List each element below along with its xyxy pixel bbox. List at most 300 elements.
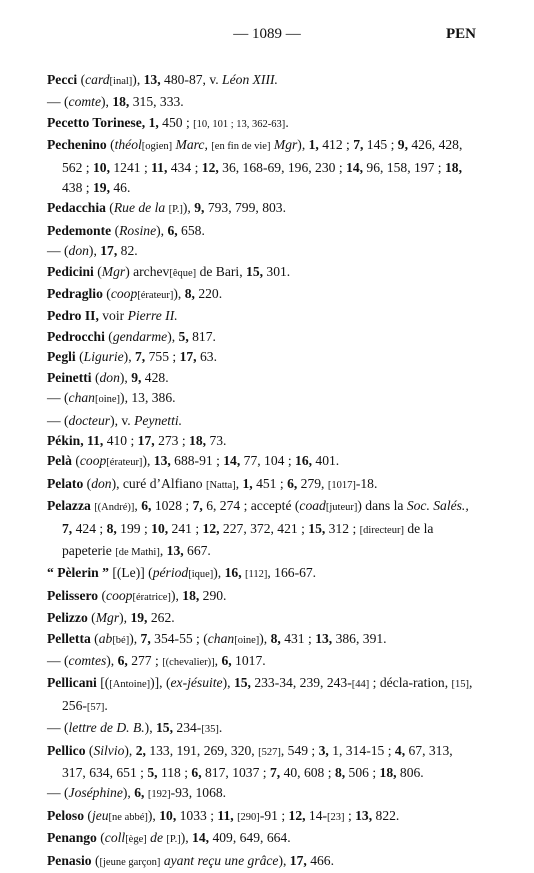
- entry-run: 36, 168-69, 196, 230 ;: [218, 159, 347, 175]
- entry-run: -18.: [355, 475, 378, 491]
- entry-bold-run: 5,: [178, 328, 189, 344]
- entry-run: [P.]: [168, 204, 183, 216]
- entry-bold-run: 16,: [295, 453, 313, 469]
- entry-run: (: [111, 222, 120, 238]
- entry-bold-run: 15,: [156, 720, 173, 736]
- entry-italic-run: de: [150, 830, 164, 846]
- entry-run: (: [104, 328, 113, 344]
- entry-bold-run: 7,: [135, 349, 146, 365]
- entry-italic-run: chan: [68, 390, 95, 406]
- index-entry: [47, 851, 477, 873]
- entry-run: [(chevalier)]: [162, 656, 215, 668]
- entry-run: ,: [214, 652, 222, 668]
- entry-bold-run: 9,: [194, 200, 205, 216]
- entry-run: .: [104, 697, 108, 713]
- entry-run: )], (: [150, 675, 171, 691]
- entry-bold-run: 6,: [191, 765, 202, 780]
- entry-run: 301.: [263, 263, 291, 279]
- entry-run: 1028 ;: [151, 498, 193, 514]
- index-entry: [47, 388, 477, 410]
- entry-italic-run: comte: [68, 94, 101, 110]
- entry-run: 199 ;: [116, 520, 152, 536]
- entry-run: [Antoine]: [109, 679, 151, 691]
- index-entry: [47, 241, 477, 261]
- entry-run: — (: [47, 652, 69, 668]
- index-entry: [47, 474, 477, 496]
- page-number: — 1089 —: [233, 26, 301, 42]
- entry-run: [57]: [86, 701, 105, 713]
- entry-run: (: [93, 263, 102, 279]
- index-entry: [47, 327, 477, 347]
- entry-bold-run: 15,: [246, 263, 264, 279]
- entry-italic-run: Mgr: [95, 610, 120, 626]
- entry-run: ), 13, 386.: [120, 390, 176, 406]
- entry-italic-run: don: [68, 243, 89, 259]
- entry-bold-run: 14,: [346, 159, 364, 175]
- entry-run: 755 ;: [145, 349, 180, 365]
- entry-run: de la papeterie: [62, 520, 434, 558]
- entry-run: ),: [259, 630, 271, 646]
- entry-bold-run: 10,: [159, 807, 177, 823]
- entry-run: 409, 649, 664.: [209, 830, 291, 846]
- entry-run: — (: [47, 390, 69, 406]
- entry-italic-run: Pierre II.: [127, 308, 178, 324]
- entry-run: [juteur]: [325, 502, 358, 514]
- entry-bold-run: 6,: [117, 652, 128, 668]
- entry-run: 431 ;: [280, 630, 316, 646]
- entry-run: (: [77, 72, 86, 87]
- entry-italic-run: gendarme: [112, 328, 168, 344]
- entry-run: ,: [235, 475, 243, 491]
- entry-bold-run: 1,: [308, 137, 319, 153]
- entry-run: ),: [142, 453, 154, 469]
- entry-run: ),: [122, 785, 135, 801]
- entry-run: 77, 104 ;: [240, 453, 296, 469]
- entry-bold-run: 11,: [87, 432, 104, 448]
- index-entry: [47, 70, 477, 92]
- index-entry: [47, 718, 477, 740]
- entry-run: 96, 158, 197 ;: [363, 159, 445, 175]
- entry-run: ) dans la: [357, 498, 407, 514]
- entry-run: 450 ;: [158, 114, 194, 130]
- entry-run: 1241 ;: [109, 159, 152, 175]
- entry-bold-run: 9,: [397, 137, 408, 153]
- index-entry: [47, 262, 477, 284]
- entry-bold-run: 8,: [184, 286, 195, 302]
- index-entry: [47, 629, 477, 651]
- entry-run: 451 ;: [252, 475, 288, 491]
- entry-run: — (: [47, 720, 69, 736]
- entry-bold-run: Peloso: [47, 807, 84, 823]
- entry-run: ),: [119, 369, 132, 385]
- entry-bold-run: 7,: [353, 137, 364, 153]
- entry-italic-run: Peynetti.: [134, 412, 183, 428]
- entry-bold-run: Penango: [47, 830, 97, 846]
- entry-italic-run: don: [99, 369, 120, 385]
- entry-italic-run: Rosine: [119, 222, 157, 238]
- entry-run: 82.: [117, 243, 138, 259]
- entry-bold-run: Penasio: [47, 852, 92, 868]
- entry-run: 40, 608 ;: [280, 765, 335, 780]
- entry-run: [(André)]: [94, 502, 135, 514]
- entry-run: [ique]: [188, 569, 214, 581]
- entry-bold-run: 17,: [289, 852, 307, 868]
- entry-run: ),: [180, 830, 193, 846]
- entry-run: [oine]: [234, 634, 260, 646]
- entry-bold-run: 11,: [151, 159, 168, 175]
- entry-bold-run: Pelà: [47, 453, 72, 469]
- entry-run: 220.: [194, 286, 223, 302]
- entry-bold-run: 13,: [153, 453, 171, 469]
- entry-run: (: [84, 807, 92, 823]
- entry-bold-run: 17,: [137, 432, 155, 448]
- entry-run: 145 ;: [363, 137, 398, 153]
- entry-run: 133, 191, 269, 320,: [145, 742, 259, 758]
- index-entry: [47, 563, 477, 585]
- entry-bold-run: 18,: [182, 587, 200, 603]
- entry-run: 6, 274 ; accepté (: [202, 498, 300, 514]
- entry-run: — (: [47, 785, 69, 801]
- entry-run: (: [85, 742, 94, 758]
- entry-run: 234-: [173, 720, 202, 736]
- entry-bold-run: 18,: [379, 765, 397, 780]
- entry-italic-run: Rue de la: [113, 200, 166, 216]
- entry-run: ),: [129, 630, 141, 646]
- entry-run: (: [87, 610, 96, 626]
- entry-run: [jeune garçon]: [99, 856, 161, 868]
- entry-run: — (: [47, 412, 69, 428]
- entry-run: .: [285, 114, 289, 130]
- entry-bold-run: 17,: [100, 243, 118, 259]
- entry-bold-run: 13,: [143, 72, 161, 87]
- entry-bold-run: Pelissero: [47, 587, 99, 603]
- entry-bold-run: 13,: [166, 542, 184, 558]
- entry-run: 67, 313, 317, 634, 651 ;: [62, 742, 453, 780]
- entry-run: 1, 314-15 ;: [328, 742, 395, 758]
- entry-run: 315, 333.: [129, 94, 184, 110]
- entry-bold-run: 8,: [270, 630, 281, 646]
- entry-bold-run: 12,: [202, 520, 220, 536]
- entry-bold-run: 1,: [242, 475, 253, 491]
- index-entry: [47, 411, 477, 431]
- entry-run: ;: [344, 807, 356, 823]
- entry-italic-run: Silvio: [93, 742, 125, 758]
- index-entry: [47, 806, 477, 828]
- entry-run: [oine]: [94, 394, 121, 406]
- entry-run: [de Mathi]: [115, 546, 160, 558]
- entry-run: (: [105, 200, 114, 216]
- entry-run: ),: [88, 243, 101, 259]
- entry-run: 658.: [177, 222, 205, 238]
- entry-italic-run: périod: [152, 565, 189, 581]
- entry-bold-run: 18,: [189, 432, 207, 448]
- entry-run: 412 ;: [318, 137, 354, 153]
- entry-italic-run: Mgr: [101, 263, 126, 279]
- index-entry: [47, 496, 477, 563]
- entry-run: ),: [147, 807, 160, 823]
- entry-run: [10, 101 ; 13, 362-63]: [193, 118, 286, 130]
- entry-run: 312 ;: [325, 520, 360, 536]
- entry-run: [112]: [245, 569, 268, 581]
- entry-run: .: [218, 720, 223, 736]
- entry-italic-run: card: [85, 72, 110, 87]
- entry-bold-run: 13,: [315, 630, 333, 646]
- entry-run: — (: [47, 243, 69, 259]
- entry-run: [Natta]: [205, 479, 236, 491]
- entry-bold-run: 18,: [444, 159, 462, 175]
- index-entry: [47, 113, 477, 135]
- entry-italic-run: Joséphine: [68, 785, 123, 801]
- entry-run: de Bari,: [196, 263, 247, 279]
- entry-run: ),: [278, 852, 290, 868]
- entry-italic-run: don: [91, 475, 112, 491]
- entry-bold-run: Pelizzo: [47, 610, 88, 626]
- entry-italic-run: ayant reçu une grâce: [163, 852, 279, 868]
- entry-run: -93, 1068.: [170, 785, 227, 801]
- entry-bold-run: Pedro II,: [47, 308, 99, 324]
- entry-run: 118 ;: [157, 765, 192, 780]
- entry-bold-run: Pecetto Torinese,: [47, 114, 146, 130]
- entry-run: [P.]: [166, 834, 181, 846]
- entry-run: [érateur]: [137, 290, 174, 302]
- entry-bold-run: 10,: [92, 159, 110, 175]
- entry-bold-run: 1,: [148, 114, 159, 130]
- entry-run: 688-91 ;: [170, 453, 224, 469]
- entry-italic-run: ex-jésuite: [170, 675, 223, 691]
- entry-run: , 166-67.: [267, 565, 317, 581]
- entry-bold-run: Pedrocchi: [47, 328, 105, 344]
- entry-run: ),: [144, 720, 156, 736]
- entry-run: 241 ;: [168, 520, 203, 536]
- entry-run: [ératrice]: [132, 591, 171, 603]
- entry-italic-run: Léon XIII.: [222, 72, 278, 87]
- entry-bold-run: 15,: [308, 520, 326, 536]
- index-entry: [47, 431, 477, 451]
- entry-bold-run: Pelato: [47, 475, 84, 491]
- entry-run: 290.: [199, 587, 227, 603]
- entry-bold-run: 12,: [288, 807, 306, 823]
- entry-run: (: [106, 137, 115, 153]
- entry-run: ), curé d’Alfiano: [111, 475, 206, 491]
- entry-bold-run: Pelletta: [47, 630, 91, 646]
- entry-run: ), v.: [110, 412, 135, 428]
- entry-italic-run: Ligurie: [83, 349, 124, 365]
- entry-run: 667.: [183, 542, 211, 558]
- entry-run: 1017.: [231, 652, 266, 668]
- entry-bold-run: 5,: [147, 765, 158, 780]
- entry-run: (: [75, 349, 84, 365]
- entry-run: 438 ;: [62, 180, 93, 196]
- entry-run: [290]: [237, 811, 260, 823]
- entry-run: [ège]: [125, 834, 147, 846]
- entry-italic-run: coop: [79, 453, 107, 469]
- entry-run: 817.: [188, 328, 216, 344]
- entry-run: 73.: [206, 432, 227, 448]
- entry-bold-run: 6,: [287, 475, 298, 491]
- entry-bold-run: 13,: [355, 807, 373, 823]
- index-entry: [47, 608, 477, 628]
- entry-run: (: [98, 587, 107, 603]
- entry-run: 14-: [305, 807, 328, 823]
- entry-run: ),: [213, 565, 225, 581]
- entry-run: [527]: [258, 746, 281, 758]
- entry-run: 506 ;: [345, 765, 380, 780]
- entry-bold-run: 8,: [334, 765, 346, 780]
- index-entry: [47, 347, 477, 367]
- entry-bold-run: Pecci: [47, 72, 78, 87]
- entry-run: [en fin de vie]: [211, 141, 271, 153]
- entry-italic-run: Soc. Salés.,: [406, 498, 469, 514]
- entry-bold-run: 7,: [192, 498, 203, 514]
- entry-run: ),: [167, 328, 179, 344]
- entry-bold-run: 19,: [130, 610, 148, 626]
- entry-bold-run: 11,: [217, 807, 234, 823]
- entry-run: , 549 ;: [280, 742, 319, 758]
- entry-run: ,: [134, 498, 142, 514]
- entry-bold-run: Pechenino: [47, 137, 107, 153]
- entry-run: 46.: [109, 180, 131, 196]
- entry-bold-run: 14,: [192, 830, 210, 846]
- entry-run: [44]: [351, 679, 370, 691]
- entry-run: [ogien]: [141, 141, 173, 153]
- index-entry: [47, 783, 477, 805]
- entry-bold-run: Peinetti: [47, 369, 92, 385]
- entry-run: 480-87, v.: [160, 72, 223, 87]
- entry-bold-run: 10,: [151, 520, 169, 536]
- entry-italic-run: jeu: [91, 807, 109, 823]
- entry-run: [23]: [327, 811, 345, 823]
- entry-run: ,: [159, 542, 167, 558]
- entry-run: 806.: [396, 765, 424, 780]
- index-entry: [47, 828, 477, 850]
- entry-bold-run: 8,: [106, 520, 117, 536]
- running-head: PEN: [446, 26, 476, 42]
- entry-run: ),: [101, 94, 113, 110]
- entry-italic-run: docteur: [68, 412, 111, 428]
- entry-run: 424 ;: [72, 520, 107, 536]
- entry-bold-run: 2,: [135, 742, 146, 758]
- entry-run: 822.: [372, 807, 400, 823]
- entry-bold-run: Pedemonte: [47, 222, 112, 238]
- entry-bold-run: Pékin,: [47, 432, 84, 448]
- index-entry: [47, 451, 477, 473]
- entry-bold-run: 6,: [167, 222, 178, 238]
- entry-run: -91 ;: [259, 807, 289, 823]
- entry-run: 1033 ;: [176, 807, 218, 823]
- entry-run: [bé]: [112, 634, 130, 646]
- entry-run: — (: [47, 94, 69, 110]
- entry-run: ) archev: [125, 263, 170, 279]
- entry-italic-run: comtes: [68, 652, 107, 668]
- entry-run: ),: [156, 222, 168, 238]
- entry-run: ),: [222, 675, 234, 691]
- entry-italic-run: Marc,: [175, 137, 208, 153]
- entry-bold-run: 6,: [134, 785, 145, 801]
- index-entry: [47, 92, 477, 112]
- entry-run: [inal]: [109, 76, 133, 87]
- entry-run: (: [90, 630, 99, 646]
- entry-bold-run: 7,: [140, 630, 151, 646]
- entry-italic-run: Mgr: [273, 137, 298, 153]
- entry-run: [15]: [451, 679, 470, 691]
- entry-italic-run: coop: [110, 286, 138, 302]
- entry-run: ),: [124, 742, 136, 758]
- entry-run: (: [91, 369, 100, 385]
- entry-run: [1017]: [327, 479, 356, 491]
- entry-run: [192]: [147, 789, 171, 801]
- entry-run: ),: [173, 286, 185, 302]
- entry-bold-run: Pelazza: [47, 498, 91, 514]
- entry-bold-run: Pellico: [47, 742, 86, 758]
- entry-bold-run: “ Pèlerin ”: [47, 565, 109, 581]
- index-entries: [47, 70, 477, 873]
- entry-run: 817, 1037 ;: [201, 765, 270, 780]
- entry-run: 793, 799, 803.: [204, 200, 286, 216]
- entry-bold-run: 18,: [112, 94, 130, 110]
- entry-run: (: [83, 475, 92, 491]
- entry-run: 354-55 ; (: [150, 630, 208, 646]
- entry-run: 434 ;: [167, 159, 202, 175]
- entry-bold-run: Pedacchia: [47, 200, 106, 216]
- entry-run: 279,: [297, 475, 328, 491]
- index-entry: [47, 741, 477, 784]
- entry-run: [35]: [201, 724, 219, 736]
- index-entry: [47, 221, 477, 241]
- entry-bold-run: 3,: [318, 742, 329, 758]
- entry-bold-run: 17,: [179, 349, 197, 365]
- entry-run: ),: [170, 587, 183, 603]
- entry-bold-run: 9,: [131, 369, 142, 385]
- index-entry: [47, 586, 477, 608]
- entry-run: ),: [119, 610, 131, 626]
- entry-run: 401.: [312, 453, 340, 469]
- entry-run: [directeur]: [359, 524, 404, 536]
- entry-bold-run: 7,: [269, 765, 281, 780]
- entry-run: 426, 428, 562 ;: [62, 137, 463, 175]
- index-entry: [47, 284, 477, 306]
- entry-run: 227, 372, 421 ;: [219, 520, 309, 536]
- entry-bold-run: Pegli: [47, 349, 76, 365]
- entry-run: 273 ;: [154, 432, 190, 448]
- entry-run: (: [96, 830, 105, 846]
- entry-run: [(Le)] (: [108, 565, 153, 581]
- entry-italic-run: théol: [114, 137, 142, 153]
- entry-italic-run: ab: [98, 630, 113, 646]
- entry-bold-run: 6,: [221, 652, 232, 668]
- entry-run: 466.: [306, 852, 334, 868]
- entry-run: (: [102, 286, 111, 302]
- entry-run: ; décla-ration,: [369, 675, 452, 691]
- entry-bold-run: 16,: [224, 565, 242, 581]
- entry-run: 410 ;: [103, 432, 138, 448]
- entry-bold-run: 6,: [141, 498, 152, 514]
- entry-run: 262.: [147, 610, 175, 626]
- index-entry: [47, 673, 477, 718]
- entry-run: , 256-: [62, 675, 473, 713]
- entry-run: [êque]: [169, 267, 197, 279]
- entry-italic-run: chan: [207, 630, 235, 646]
- index-entry: [47, 368, 477, 388]
- entry-italic-run: lettre de D. B.: [68, 720, 145, 736]
- entry-italic-run: coll: [104, 830, 126, 846]
- entry-run: ),: [297, 137, 309, 153]
- entry-run: ),: [132, 72, 144, 87]
- entry-bold-run: 7,: [62, 520, 73, 536]
- index-entry: [47, 306, 477, 326]
- entry-italic-run: coad: [299, 498, 326, 514]
- entry-run: ),: [182, 200, 195, 216]
- entry-run: 386, 391.: [332, 630, 387, 646]
